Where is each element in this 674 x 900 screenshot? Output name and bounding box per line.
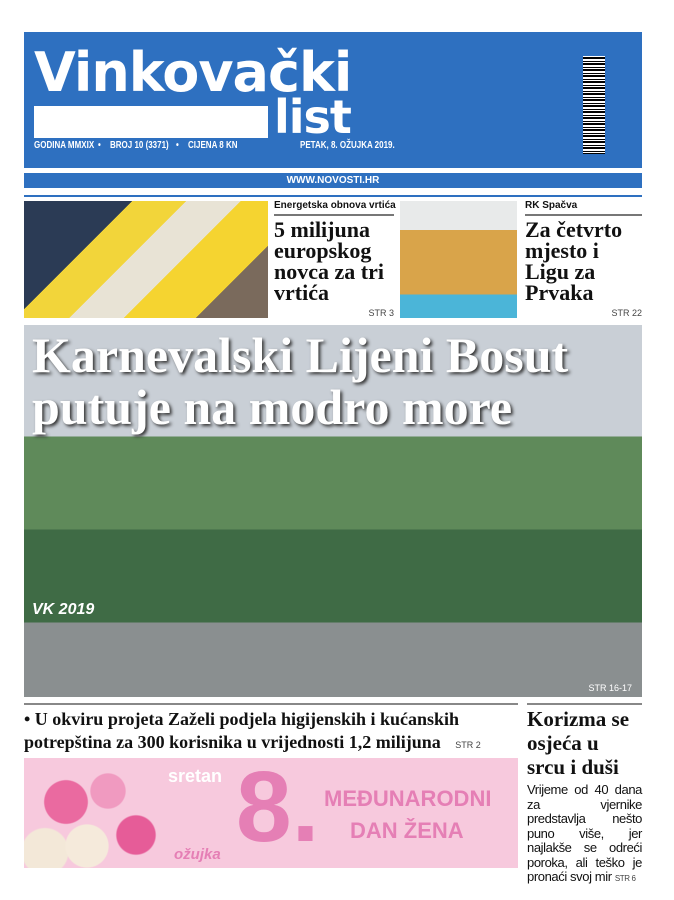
headline: 5 milijuna europskog novca za tri vrtića: [274, 217, 384, 305]
issue-date: PETAK, 8. OŽUJKA 2019.: [300, 140, 395, 151]
banner-sretan: sretan: [168, 766, 223, 786]
barcode: [578, 52, 610, 158]
page-ref: STR 3: [368, 308, 394, 318]
kicker: RK Spačva: [525, 200, 642, 216]
logo-subtitle: list: [274, 90, 351, 144]
side-headline: Korizma se osjeća u srcu i duši: [527, 707, 630, 779]
page-ref: STR 2: [455, 740, 481, 750]
issue-year: GODINA MMXIX: [34, 140, 95, 151]
side-story[interactable]: [527, 707, 642, 887]
side-text: Vrijeme od 40 dana za vjernike predstavlja nešto puno više, jer najlakše se odreći poroka, ali teško je pronaći svoj mir: [527, 782, 642, 884]
divider: [24, 195, 642, 197]
womens-day-banner: [24, 758, 518, 868]
issue-number: BROJ 10 (3371): [110, 140, 169, 151]
banner-number: 8.: [236, 758, 320, 863]
logo-title: Vinkovački: [34, 41, 352, 104]
banner-line2: DAN ŽENA: [350, 818, 464, 843]
divider: [527, 703, 642, 705]
logo-bar: [34, 106, 268, 138]
divider: [24, 703, 518, 705]
page-ref: STR 22: [611, 308, 642, 318]
sub-story[interactable]: [24, 708, 518, 754]
page-ref: STR 16-17: [588, 683, 632, 693]
main-headline: Karnevalski Lijeni Bosut putuje na modro more: [32, 327, 569, 435]
tulips-image: [24, 758, 164, 868]
kindergarten-photo: [24, 201, 268, 318]
headline: Za četvrto mjesto i Ligu za Prvaka: [525, 217, 623, 305]
separator: •: [98, 140, 101, 151]
page-ref: STR 6: [614, 874, 636, 883]
issue-price: CIJENA 8 KN: [188, 140, 238, 151]
teaser-handball[interactable]: [525, 200, 642, 318]
website-link[interactable]: WWW.NOVOSTI.HR: [24, 173, 642, 188]
photo-caption: VK 2019: [32, 601, 95, 618]
main-story-photo[interactable]: [24, 325, 642, 697]
masthead: [24, 32, 642, 168]
banner-line1: MEĐUNARODNI: [324, 786, 492, 811]
handball-photo: [400, 201, 517, 318]
kicker: Energetska obnova vrtića: [274, 200, 394, 216]
sub-headline: • U okviru projeta Zaželi podjela higijenskih i kućanskih potrepština za 300 korisnika u vrijednosti 1,2 milijuna: [24, 709, 460, 752]
banner-month: ožujka: [174, 846, 221, 863]
teaser-kindergarten[interactable]: [274, 200, 394, 318]
separator: •: [176, 140, 179, 151]
